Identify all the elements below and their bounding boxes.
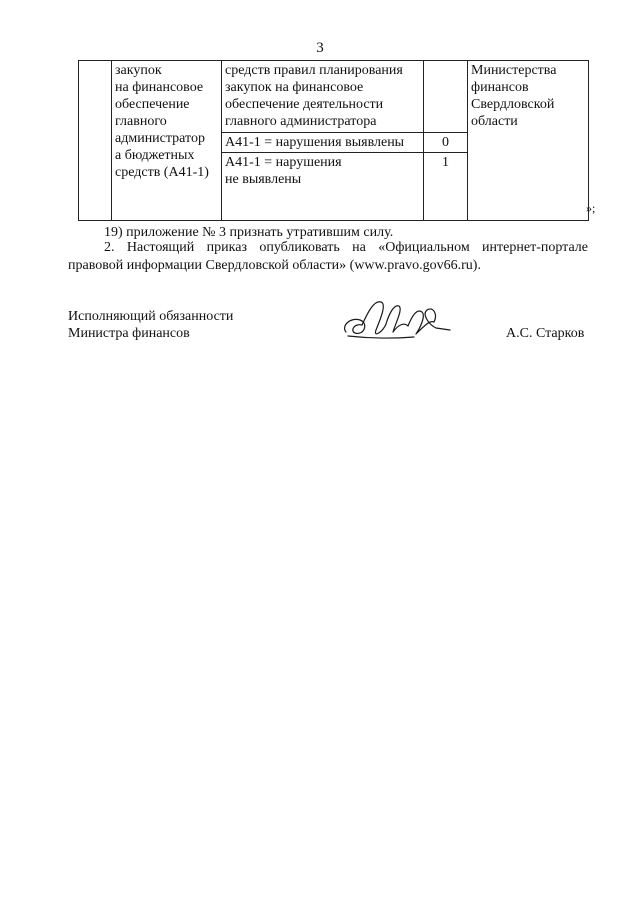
- paragraph-item-19: 19) приложение № 3 признать утратившим силу.: [104, 225, 394, 240]
- position-line-1: Исполняющий обязанности: [68, 309, 234, 324]
- position-line-2: Министра финансов: [68, 326, 190, 341]
- criterion-description-cell: средств правил планирования закупок на финансовое обеспечение деятельности главного администратора: [222, 61, 424, 133]
- score-no-violations: 1: [424, 153, 468, 221]
- signatory-name: А.С. Старков: [506, 326, 585, 341]
- condition-no-violations: А41-1 = нарушения не выявлены: [222, 153, 424, 221]
- score-violations-found: 0: [424, 133, 468, 153]
- criteria-table: [78, 60, 589, 221]
- responsible-body-cell: Министерства финансов Свердловской области: [468, 61, 589, 221]
- score-header-cell: [424, 61, 468, 133]
- empty-cell: [79, 61, 112, 221]
- condition-violations-found: А41-1 = нарушения выявлены: [222, 133, 424, 153]
- paragraph-item-2: 2. Настоящий приказ опубликовать на «Официальном интернет-портале правовой информации Свердловской области» (www.pravo.gov66.ru).: [68, 240, 588, 273]
- page-number: 3: [316, 40, 324, 56]
- closing-quote: »;: [586, 201, 596, 215]
- criterion-name-cell: закупок на финансовое обеспечение главного администратор а бюджетных средств (А41-1): [112, 61, 222, 221]
- signatory-position: [68, 308, 233, 342]
- handwritten-signature: [338, 292, 453, 347]
